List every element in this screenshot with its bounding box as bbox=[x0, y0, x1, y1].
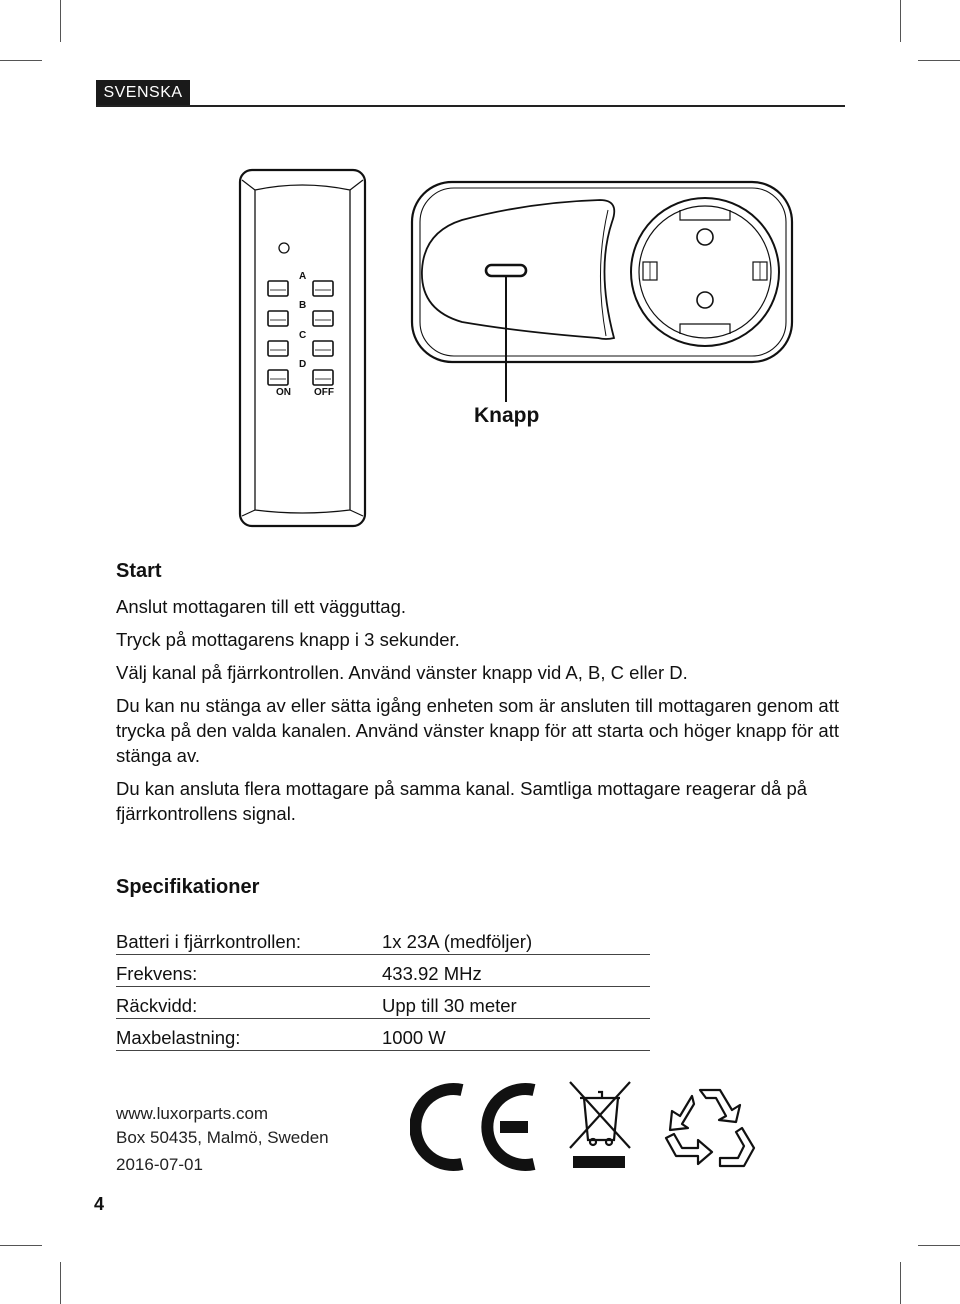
spec-label: Frekvens: bbox=[116, 963, 198, 984]
footer-contact bbox=[116, 1102, 329, 1150]
spec-row bbox=[116, 988, 650, 1019]
spec-value: 1000 W bbox=[382, 1027, 446, 1048]
spec-label: Batteri i fjärrkontrollen: bbox=[116, 931, 302, 952]
channel-label-c: C bbox=[299, 330, 307, 341]
crop-mark bbox=[0, 60, 42, 61]
channel-label-d: D bbox=[299, 359, 307, 370]
specs-table bbox=[116, 924, 650, 1052]
button-callout-label: Knapp bbox=[474, 404, 540, 427]
header-rule bbox=[96, 105, 845, 107]
regulatory-marks bbox=[410, 1076, 770, 1176]
off-label: OFF bbox=[314, 387, 334, 398]
spec-row bbox=[116, 956, 650, 987]
instruction-paragraph: Välj kanal på fjärrkontrollen. Använd vänster knapp vid A, B, C eller D. bbox=[116, 662, 688, 683]
receiver-illustration bbox=[412, 182, 792, 402]
ce-mark-icon bbox=[415, 1089, 534, 1165]
crop-mark bbox=[900, 0, 901, 42]
crop-mark bbox=[60, 0, 61, 42]
page-number: 4 bbox=[94, 1194, 105, 1214]
remote-control-illustration bbox=[240, 170, 365, 526]
address-text: Box 50435, Malmö, Sweden bbox=[116, 1128, 329, 1147]
crop-mark bbox=[918, 60, 960, 61]
website-text: www.luxorparts.com bbox=[116, 1104, 269, 1123]
channel-label-a: A bbox=[299, 271, 307, 282]
specs-heading: Specifikationer bbox=[116, 876, 260, 898]
spec-value: Upp till 30 meter bbox=[382, 995, 517, 1016]
weee-bin-icon bbox=[570, 1082, 630, 1168]
start-instructions bbox=[116, 594, 851, 834]
spec-row bbox=[116, 1020, 650, 1051]
start-heading: Start bbox=[116, 560, 162, 582]
crop-mark bbox=[60, 1262, 61, 1304]
instruction-paragraph: Tryck på mottagarens knapp i 3 sekunder. bbox=[116, 629, 460, 650]
instruction-paragraph: Anslut mottagaren till ett vägguttag. bbox=[116, 596, 407, 617]
crop-mark bbox=[900, 1262, 901, 1304]
language-tab: SVENSKA bbox=[96, 80, 190, 106]
on-label: ON bbox=[276, 387, 291, 398]
spec-label: Maxbelastning: bbox=[116, 1027, 241, 1048]
channel-label-b: B bbox=[299, 300, 307, 311]
spec-value: 433.92 MHz bbox=[382, 963, 482, 984]
product-illustration bbox=[0, 150, 960, 540]
spec-value: 1x 23A (medföljer) bbox=[382, 931, 533, 952]
publication-date: 2016-07-01 bbox=[116, 1155, 203, 1174]
spec-label: Räckvidd: bbox=[116, 995, 198, 1016]
spec-row bbox=[116, 924, 650, 955]
recycle-icon bbox=[666, 1090, 754, 1166]
instruction-paragraph: Du kan ansluta flera mottagare på samma kanal. Samtliga mottagare reagerar då på fjärrkontrollens signal. bbox=[116, 778, 808, 824]
crop-mark bbox=[918, 1245, 960, 1246]
crop-mark bbox=[0, 1245, 42, 1246]
instruction-paragraph: Du kan nu stänga av eller sätta igång enheten som är ansluten till mottagaren genom att trycka på den valda kanalen. Använd vänster knapp för att starta och höger knapp för att stänga av. bbox=[116, 695, 839, 766]
